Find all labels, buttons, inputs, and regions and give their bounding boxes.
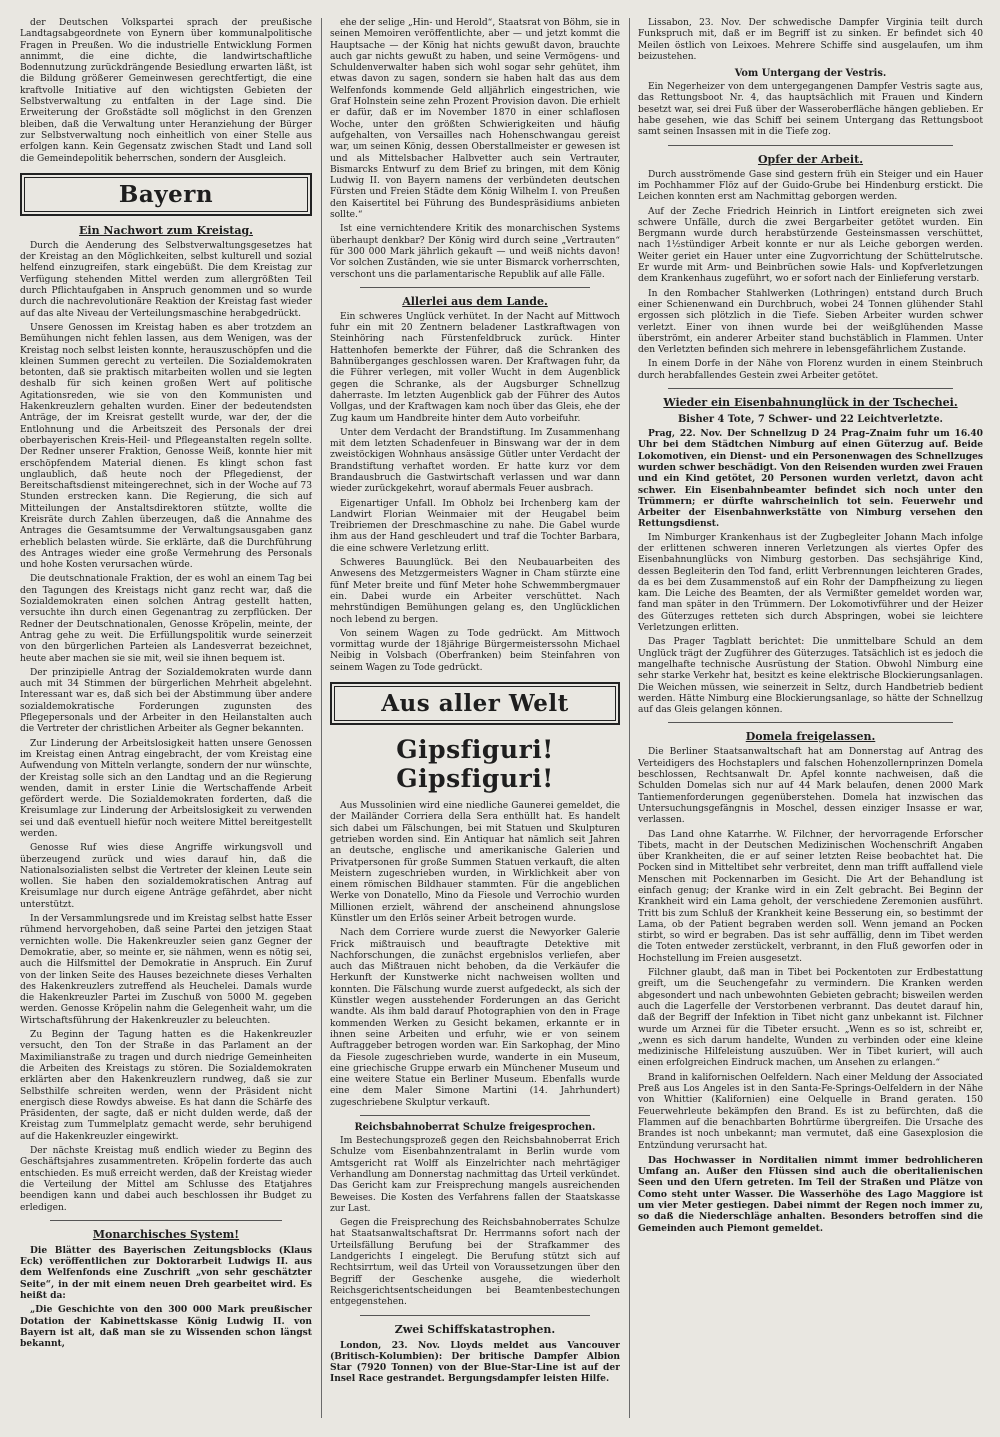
article-paragraph: Gegen die Freisprechung des Reichsbahnoberrates Schulze hat Staatsanwaltschaftsrat Dr. Herrmanns sofort nach der Urteilsfällung Berufung bei der Strafkammer des Landgerichts I eingelegt. Die Berufung stützt sich auf Rechtsirrtum, weil das Urteil von Voraussetzungen über den Begriff der Geschenke ausgehe, die wiederholt Reichsgerichtsentscheidungen bei Beamtenbestechungen entgegenstehen.	[330, 1218, 620, 1308]
article-heading: Domela freigelassen.	[745, 730, 876, 744]
article-paragraph: Genosse Ruf wies diese Angriffe wirkungsvoll und überzeugend zurück und wies darauf hin, daß die Nationalsozialisten selbst die Vertreter der kleinen Leute sein wollen. Sie haben den sozialdemokratischen Antrag auf Kreisumlage nur durch eigene Anträge gefährdet, aber nicht unterstützt.	[20, 843, 312, 910]
article-heading: Vom Untergang der Vestris.	[734, 68, 887, 80]
article-paragraph: London, 23. Nov. Lloyds meldet aus Vancouver (Britisch-Kolumbien): Der britische Dampfer Albion Star (7920 Tonnen) von der Blue-Star-Line ist auf der Insel Race gestrandet. Bergungsdampfer leisten Hilfe.	[330, 1339, 620, 1385]
article-heading: Zwei Schiffskatastrophen.	[394, 1322, 556, 1336]
article-paragraph: Prag, 22. Nov. Der Schnellzug D 24 Prag–Znaim fuhr um 16.40 Uhr bei dem Städtchen Nimburg auf einen Güterzug auf. Beide Lokomotiven, ein Dienst- und ein Personenwagen des Schnellzuges wurden schwer beschädigt. Von den Reisenden wurden zwei Frauen und ein Kind getötet, 20 Personen wurden verletzt, davon acht schwer. Ein Eisenbahnbeamter befindet sich noch unter den Trümmern; er dürfte wahrscheinlich tot sein. Feuerwehr und Arbeiter der Eisenbahnwerkstätte von Nimburg versehen den Rettungsdienst.	[638, 428, 983, 530]
article-paragraph: Im Bestechungsprozeß gegen den Reichsbahnoberrat Erich Schulze vom Eisenbahnzentralamt in Berlin wurde vom Amtsgericht rat Wolff als Einzelrichter nach mehrtägiger Verhandlung am Donnerstag nachmittag das Urteil verkündet. Das Gericht kam zur Freisprechung mangels ausreichenden Beweises. Die Kosten des Verfahrens fallen der Staatskasse zur Last.	[330, 1136, 620, 1214]
divider	[360, 287, 590, 288]
divider	[360, 1315, 590, 1316]
article-paragraph: Ist eine vernichtendere Kritik des monarchischen Systems überhaupt denkbar? Der König wird durch seine „Vertrauten“ für 300 000 Mark jährlich gekauft — und weiß nichts davon! Vor solchen Zuständen, wie sie unter Bismarck vorherrschten, verschont uns die parlamentarische Republik auf alle Fälle.	[330, 224, 620, 280]
article-paragraph: Auf der Zeche Friedrich Heinrich in Lintfort ereigneten sich zwei schwere Unfälle, durch die zwei Bergarbeiter getötet wurden. Ein Bergmann wurde durch herabstürzende Gesteinsmassen verschüttet, nach 1½stündiger Arbeit konnte er nur als Leiche geborgen werden. Weiter geriet ein Hauer unter eine Zugvorrichtung der Schüttelrutsche. Er wurde mit Arm- und Beinbrüchen sowie Hals- und Kopfverletzungen dem Krankenhaus zugeführt, wo er sofort nach der Einlieferung verstarb.	[638, 206, 983, 285]
article-paragraph: Der nächste Kreistag muß endlich wieder zu Beginn des Geschäftsjahres zusammentreten. Kröpelin forderte das auch entschieden. Es muß erreicht werden, daß der Kreistag wieder die Verteilung der Mittel am Schlusse des Etatjahres beendigen kann und dabei auch beschlossen ihr Budget zu erledigen.	[20, 1146, 312, 1213]
article-heading: Reichsbahnoberrat Schulze freigesprochen.	[354, 1122, 596, 1134]
article-paragraph: Unsere Genossen im Kreistag haben es aber trotzdem an Bemühungen nicht fehlen lassen, aus dem Wenigen, was der Kreistag noch selbst leisten konnte, herauszuschöpfen und die kleinen Summen gerecht zu verteilen. Die Sozialdemokraten betonten, daß sie praktisch mitarbeiten wollen und sie legten deshalb für sich keinen großen Wert auf politische Agitationsreden, wie sie von den Kommunisten und Hakenkreuzlern gehalten wurden. Einer der bedeutendsten Anträge, der im Kreisrat gestellt wurde, war der, der die Entlohnung und die Arbeitszeit des Personals der drei oberbayerischen Kreis-Heil- und Pflegeanstalten regeln sollte. Der Redner unserer Fraktion, Genosse Weiß, konnte hier mit erschöpfendem Material dienen. Es klingt schon fast unglaublich, daß heute noch der Pflegedienst, der Bereitschaftsdienst miteingerechnet, sich in der Woche auf 73 Stunden erstrecken kann. Die Regierung, die sich auf Mitteilungen der Anstaltsdirektoren stützte, wollte die Kreisräte durch Zahlen überzeugen, daß die Annahme des Antrages die Gesamtsumme der Verwaltungsausgaben ganz erheblich belasten würde. Sie erklärte, daß die Durchführung des Antrages wieder eine große Vermehrung des Personals und hohe Kosten verursachen würde.	[20, 322, 312, 571]
article-paragraph: Ein Negerheizer von dem untergegangenen Dampfer Vestris sagte aus, das Rettungsboot Nr. 4, das hauptsächlich mit Frauen und Kindern besetzt war, sei drei Fuß über der Wasseroberfläche hängen geblieben. Er habe gesehen, wie das Schiff bei seinem Untergang das Rettungsboot samt seinen Insassen mit in die Tiefe zog.	[638, 82, 983, 138]
column-2	[330, 18, 620, 1428]
divider	[668, 722, 953, 723]
section-title-aus-aller-welt: Aus aller Welt	[330, 682, 620, 725]
article-heading: Monarchisches System!	[92, 1227, 240, 1241]
article-paragraph: Das Hochwasser in Norditalien nimmt immer bedrohlicheren Umfang an. Außer den Flüssen sind auch die oberitalienischen Seen und den Ufern getreten. Im Teil der Straßen und Plätze von Como steht unter Wasser. Die Wasserhöhe des Lago Maggiore ist um vier Meter gestiegen. Dabei nimmt der Regen noch immer zu, so daß die Niederschläge anhalten. Besonders betroffen sind die Gemeinden auch Piemont gemeldet.	[638, 1154, 983, 1234]
article-heading: Wieder ein Eisenbahnunglück in der Tschechei.	[663, 396, 958, 410]
column-1	[20, 18, 312, 1428]
column-rule	[629, 18, 630, 1418]
article-paragraph: Filchner glaubt, daß man in Tibet bei Pockentoten zur Erdbestattung greift, um die Seuchengefahr zu vermindern. Die Kranken werden abgesondert und nach unbewohnten Gebieten gebracht; bisweilen werden auch die Lagerfelle der Verstorbenen verbrannt. Das deutet darauf hin, daß der Begriff der Infektion in Tibet nicht ganz unbekannt ist. Filchner wurde um Arznei für die Tibeter ersucht. „Wenn es so ist, schreibt er, „wenn es sich darum handelte, Wunden zu verbinden oder eine kleine medizinische Hilfeleistung auszuüben. Wer in Tibet kuriert, will auch einen erfolgreichen Eindruck machen, um Ansehen zu erlangen.“	[638, 968, 983, 1069]
divider	[668, 145, 953, 146]
article-paragraph: Die Blätter des Bayerischen Zeitungsblocks (Klaus Eck) veröffentlichen zur Doktorarbeit Ludwigs II. aus dem Welfenfonds eine Zuschrift „von sehr geschätzter Seite“, in der mit einem neuen Dreh gearbeitet wird. Es heißt da:	[20, 1244, 312, 1301]
article-paragraph: In einem Dorfe in der Nähe von Florenz wurden in einem Steinbruch durch herabfallendes Gestein zwei Arbeiter getötet.	[638, 359, 983, 381]
article-paragraph: Eigenartiger Unfall. Im Obholz bei Irchenberg kam der Landwirt Florian Weinmaier mit der Heugabel beim Treibriemen der Dreschmaschine zu nahe. Die Gabel wurde ihm aus der Hand geschleudert und traf die Tochter Barbara, die eine schwere Verletzung erlitt.	[330, 498, 620, 554]
intro-paragraph: der Deutschen Volkspartei sprach der preußische Landtagsabgeordnete von Eynern über kommunalpolitische Fragen in Preußen. Wo die industrielle Entwicklung Formen annimmt, die eine dichte, die landwirtschaftliche Bodennutzung zurückdrängende Besiedlung erwarten läßt, ist die Bildung größerer Gemeinwesen gerechtfertigt, die eine kraftvolle Initiative auf den wichtigsten Gebieten der Selbstverwaltung zu entfalten in der Lage sind. Die Erweiterung der Großstädte soll möglichst in den Grenzen bleiben, daß die Verwaltung unter Heranziehung der Bürger zur Selbstverwaltung noch einheitlich von einer Stelle aus erfolgen kann. Kein Gegensatz zwischen Stadt und Land soll die Gemeindepolitik beherrschen, sondern der Ausgleich.	[20, 18, 312, 164]
article-paragraph: Aus Mussolinien wird eine niedliche Gaunerei gemeldet, die der Mailänder Corriera della Sera enthüllt hat. Es handelt sich dabei um Fälschungen, bei mit Statuen und Skulpturen getrieben worden sind. Ein Antiquar hat nämlich seit Jahren an deutsche, englische und amerikanische Galerien und Privatpersonen für große Summen Statuen verkauft, die alten Meistern zugeschrieben wurden, in Wirklichkeit aber von einem römischen Bildhauer stammten. Für die angeblichen Werke von Donatello, Mino da Fiesole und Verrochio wurden Millionen erzielt, während der anscheinend ahnungslose Künstler um den Erlös seiner Arbeit betrogen wurde.	[330, 801, 620, 924]
article-paragraph: In der Versammlungsrede und im Kreistag selbst hatte Esser rühmend hervorgehoben, daß seine Partei den jetzigen Staat vernichten wolle. Die Hakenkreuzler seien ganz Gegner der Demokratie, aber, so meinte er, sie nähmen, wenn es nötig sei, auch die Hilfsmittel der Demokratie in Anspruch. Ein Zuruf von der linken Seite des Hauses bezeichnete dieses Verhalten des Hakenkreuzlers zutreffend als Heuchelei. Damals wurde die Hakenkreuzler Partei im Zuschuß von 5000 M. gegeben werden. Genosse Kröpelin nahm die Gelegenheit wahr, um die Wirtschaftsführung der Hakenkreuzler zu beleuchten.	[20, 914, 312, 1026]
column-3	[638, 18, 983, 1428]
article-paragraph: In den Rombacher Stahlwerken (Lothringen) entstand durch Bruch einer Schienenwand ein Durchbruch, wobei 24 Tonnen glühender Stahl ergossen sich plötzlich in die Tiefe. Sieben Arbeiter wurden schwer verletzt. Einer von ihnen wurde bei der weißglühenden Masse überströmt, ein anderer Arbeiter stand buchstäblich in Flammen. Unter den Verletzten befinden sich mehrere in lebensgefährlichem Zustande.	[638, 288, 983, 356]
divider	[668, 388, 953, 389]
article-heading: Opfer der Arbeit.	[757, 152, 864, 166]
divider	[360, 1115, 590, 1116]
article-subheading: Bisher 4 Tote, 7 Schwer- und 22 Leichtverletzte.	[678, 414, 943, 426]
article-headline: Gipsfiguri! Gipsfiguri!	[396, 735, 554, 794]
article-paragraph: Ein schweres Unglück verhütet. In der Nacht auf Mittwoch fuhr ein mit 20 Zentnern beladener Lastkraftwagen von Steinhöring nach Fürstenfeldbruck zurück. Hinter Hattenhofen bemerkte der Führer, daß die Schranken des Bahnüberganges geschlossen waren. Der Kraftwagen fuhr, da die Führer verlegen, mit voller Wucht in dem Augenblick gegen die Schranke, als der Augsburger Schnellzug daherraste. Im letzten Augenblick gab der Führer des Autos Vollgas, und der Kraftwagen kam noch über das Gleis, ehe der Zug kaum um Handbreite hinter dem Auto vorbeifuhr.	[330, 311, 620, 424]
article-paragraph: Das Land ohne Katarrhe. W. Filchner, der hervorragende Erforscher Tibets, macht in der Deutschen Medizinischen Wochenschrift Angaben über Krankheiten, die er auf seiner letzten Reise beobachtet hat. Die Pocken sind in Mitteltibet sehr verbreitet, denn man trifft auffallend viele Menschen mit Pockennarben im Gesicht. Die Art der Behandlung ist einfach genug; der Kranke wird in ein Zelt gebracht. Bei Beginn der Krankheit wird ein Lama geholt, der verschiedene Zeremonien ausführt. Tritt bis zum Schluß der Krankheit keine Besserung ein, so bestimmt der Lama, ob der Patient begraben werden soll. Wenn jemand an Pocken stirbt, so wird er begraben. Das ist sehr auffällig, denn im Tibet werden die Toten entweder zerstückelt, verbrannt, in den Fluß geworfen oder in Hochstellung im Freien ausgesetzt.	[638, 829, 983, 964]
article-paragraph: Lissabon, 23. Nov. Der schwedische Dampfer Virginia teilt durch Funkspruch mit, daß er im Begriff ist zu sinken. Er befindet sich 40 Meilen östlich von Leixoes. Mehrere Schiffe sind ausgelaufen, um ihm beizustehen.	[638, 18, 983, 62]
article-paragraph: Unter dem Verdacht der Brandstiftung. Im Zusammenhang mit dem letzten Schadenfeuer in Binswang war der in dem zweistöckigen Wohnhaus ansässige Gütler unter Verdacht der Brandstiftung verhaftet worden. Er hatte kurz vor dem Brandausbruch die Gastwirtschaft verlassen und war dann wieder zurückgekehrt, worauf abermals Feuer ausbrach.	[330, 427, 620, 495]
section-title-bayern: Bayern	[20, 173, 312, 216]
article-heading: Ein Nachwort zum Kreistag.	[79, 223, 253, 237]
column-rule	[321, 18, 322, 1418]
article-paragraph: Das Prager Tagblatt berichtet: Die unmittelbare Schuld an dem Unglück trägt der Zugführer des Güterzuges. Tatsächlich ist es jedoch die mangelhafte technische Ausrüstung der Station. Obwohl Nimburg eine sehr starke Verkehr hat, besitzt es keine elektrische Blockierungsanlagen. Die Weichen müssen, wie seinerzeit in Seltz, durch Handbetrieb bedient werden. Hätte Nimburg eine Blockierungsanlage, so hätte der Schnellzug auf das Gleis gelangen können.	[638, 637, 983, 716]
article-paragraph: Zur Linderung der Arbeitslosigkeit hatten unsere Genossen im Kreistag einen Antrag eingebracht, der vom Kreistag eine Aufwendung von Mitteln verlangte, sondern der nur wünschte, der Kreistag solle sich an den Landtag und an die Regierung wenden, damit in erster Linie die Wertschaffende Arbeit gefördert werde. Die Sozialdemokraten forderten, daß die Kreisumlage zur Linderung der Arbeitslosigkeit zu verwenden sei und daß eventuell hiefür noch weitere Mittel bereitgestellt werden.	[20, 738, 312, 839]
article-paragraph: Von seinem Wagen zu Tode gedrückt. Am Mittwoch vormittag wurde der 18jährige Bürgermeisterssohn Michael Neibig in Volsbach (Oberfranken) beim Steinfahren von seinem Wagen zu Tode gedrückt.	[330, 628, 620, 673]
article-paragraph: Die deutschnationale Fraktion, der es wohl an einem Tag bei den Tagungen des Kreistags nicht ganz recht war, daß die Sozialdemokraten einen solchen Antrag gestellt hatten, versuchte ihn durch einen Gegenantrag zu zerpflücken. Der Redner der Deutschnationalen, Genosse Kröpelin, meinte, der Antrag gehe zu weit. Die Erfüllungspolitik wurde seinerzeit von den bürgerlichen Parteien als Landesverrat bezeichnet, heute aber machen sie sie mit, weil sie ihnen bequem ist.	[20, 574, 312, 664]
article-paragraph: Die Berliner Staatsanwaltschaft hat am Donnerstag auf Antrag des Verteidigers des Hochstaplers und falschen Hohenzollernprinzen Domela beschlossen, Rechtsanwalt Dr. Apfel konnte nachweisen, daß die Schulden Domelas sich nur auf 44 Mark belaufen, denen 2000 Mark Tantiemenforderungen gegenüberstehen. Domela hat inzwischen das Untersuchungsgefängnis in Moschel, dessen einziger Insasse er war, verlassen.	[638, 747, 983, 826]
article-paragraph: Durch die Aenderung des Selbstverwaltungsgesetzes hat der Kreistag an den Möglichkeiten, selbst kulturell und sozial helfend einzugreifen, stark eingebüßt. Die dem Kreistag zur Verfügung stehenden Mittel werden zum allergrößten Teil durch Pflichtaufgaben in Anspruch genommen und so wurde durch die nachrevolutionäre Reaktion der Kreistag fast wieder auf das alte Niveau der Verteilungsmaschine herabgedrückt.	[20, 240, 312, 319]
article-paragraph: ehe der selige „Hin- und Herold“, Staatsrat von Böhm, sie in seinen Memoiren veröffentlichte, aber — und jetzt kommt die Hauptsache — der König hat nichts gewußt davon, brauchte auch gar nichts gewußt zu haben, und seine Vermögens- und Schuldenverwalter haben sich wohl sogar sehr gehütet, ihm etwas davon zu sagen, sondern sie haben halt das aus dem Welfenfonds kommende Geld alljährlich eingestrichen, wie Graf Holnstein seine zehn Prozent Provision davon. Die erhielt er dafür, daß er im November 1870 in einer schlaflosen Woche, unter den größten Schwierigkeiten und häufig aufgehalten, von Versailles nach Hohenschwangau gereist war, um seinen König, dessen Oberstallmeister er gewesen ist und als Mittelsbacher Halbvetter auch sein Vertrauter, Bismarcks Entwurf zu dem Brief zu bringen, mit dem König Ludwig II. von Bayern namens der verbündeten deutschen Fürsten und Freien Städte dem König Wilhelm I. von Preußen den Kaisertitel bei Führung des Bundespräsidiums anbieten sollte.“	[330, 18, 620, 221]
article-paragraph: Brand in kalifornischen Oelfeldern. Nach einer Meldung der Associated Preß aus Los Angeles ist in den Santa-Fe-Springs-Oelfeldern in der Nähe von Whittier (Kalifornien) eine Oelquelle in Brand geraten. 150 Feuerwehrleute bekämpfen den Brand. Es ist zu befürchten, daß die Flammen auf die benachbarten Bohrtürme übergreifen. Die Ursache des Brandes ist noch unbekannt; man vermutet, daß eine Gasexplosion die Entzündung verursacht hat.	[638, 1072, 983, 1151]
article-paragraph: Zu Beginn der Tagung hatten es die Hakenkreuzler versucht, den Ton der Straße in das Parlament an der Maximilianstraße zu tragen und durch niedrige Gemeinheiten die Arbeiten des Kreistags zu stören. Die Sozialdemokraten erklärten aber den Hakenkreuzlern rundweg, daß sie zur Selbsthilfe schreiten werden, wenn der Präsident nicht energisch diese Rowdys abweise. Es hat dann die Schärfe des Präsidenten, der sagte, daß er nicht dulden werde, daß der Kreistag zum Tummelplatz gemacht werde, sehr beruhigend auf die Hakenkreuzler eingewirkt.	[20, 1030, 312, 1142]
article-paragraph: Schweres Bauunglück. Bei den Neubauarbeiten des Anwesens des Metzgermeisters Wagner in Cham stürzte eine fünf Meter breite und fünf Meter hohe Schwemmbergmauer ein. Dabei wurde ein Arbeiter verschüttet. Nach mehrstündigen Bemühungen gelang es, den Unglücklichen noch lebend zu bergen.	[330, 558, 620, 625]
article-paragraph: Durch ausströmende Gase sind gestern früh ein Steiger und ein Hauer im Pochhammer Flöz auf der Guido-Grube bei Hindenburg erstickt. Die Leichen konnten erst am Nachmittag geborgen werden.	[638, 169, 983, 203]
article-paragraph: Nach dem Corriere wurde zuerst die Newyorker Galerie Frick mißtrauisch und beauftragte Detektive mit Nachforschungen, die zunächst ergebnislos verliefen, aber auch das Mißtrauen nicht behoben, da die Verkäufer die Herkunft der Kunstwerke nicht nachweisen wollten und konnten. Die Fälschung wurde zuerst aufgedeckt, als sich der Künstler wegen ausstehender Forderungen an das Gericht wandte. Als ihm bald darauf Photographien von den in Frage kommenden Werken zu Gesicht bekamen, erkannte er in ihnen seine Arbeiten und erfuhr, wie er von seinem Auftraggeber betrogen worden war. Ein Sarkophag, der Mino da Fiesole zugeschrieben wurde, wanderte in ein Museum, eine griechische Gruppe erwarb ein Münchener Museum und eine weitere Statue ein Berliner Museum. Ebenfalls wurde eine dem Maler Simone Martini (14. Jahrhundert) zugeschriebene Skulptur verkauft.	[330, 928, 620, 1108]
divider	[50, 1220, 282, 1221]
article-paragraph: Der prinzipielle Antrag der Sozialdemokraten wurde dann auch mit 34 Stimmen der bürgerlichen Mehrheit abgelehnt. Interessant war es, daß sich bei der Abstimmung über andere sozialdemokratische Forderungen zugunsten des Pflegepersonals und der Arbeiter in den Heilanstalten auch die Vertreter der christlichen Arbeiter als Gegner bekannten.	[20, 667, 312, 735]
article-paragraph: Im Nimburger Krankenhaus ist der Zugbegleiter Johann Mach infolge der erlittenen schweren inneren Verletzungen als viertes Opfer des Eisenbahnunglücks von Nimburg gestorben. Das sechsjährige Kind, dessen Begleiterin den Tod fand, erlitt Verbrennungen leichteren Grades, da es bei dem Zusammenstoß auf ein Rohr der Dampfheizung zu liegen kam. Die Leiche des Beamten, der als Vermißter gemeldet worden war, fand man später in den Trümmern. Der Lokomotivführer und der Heizer des Güterzuges retteten sich durch Abspringen, wobei sie leichtere Verletzungen erlitten.	[638, 532, 983, 634]
article-paragraph: „Die Geschichte von den 300 000 Mark preußischer Dotation der Kabinettskasse König Ludwig II. von Bayern ist alt, daß man sie zu Wissenden schon längst bekannt,	[20, 1304, 312, 1350]
article-heading: Allerlei aus dem Lande.	[402, 294, 548, 308]
